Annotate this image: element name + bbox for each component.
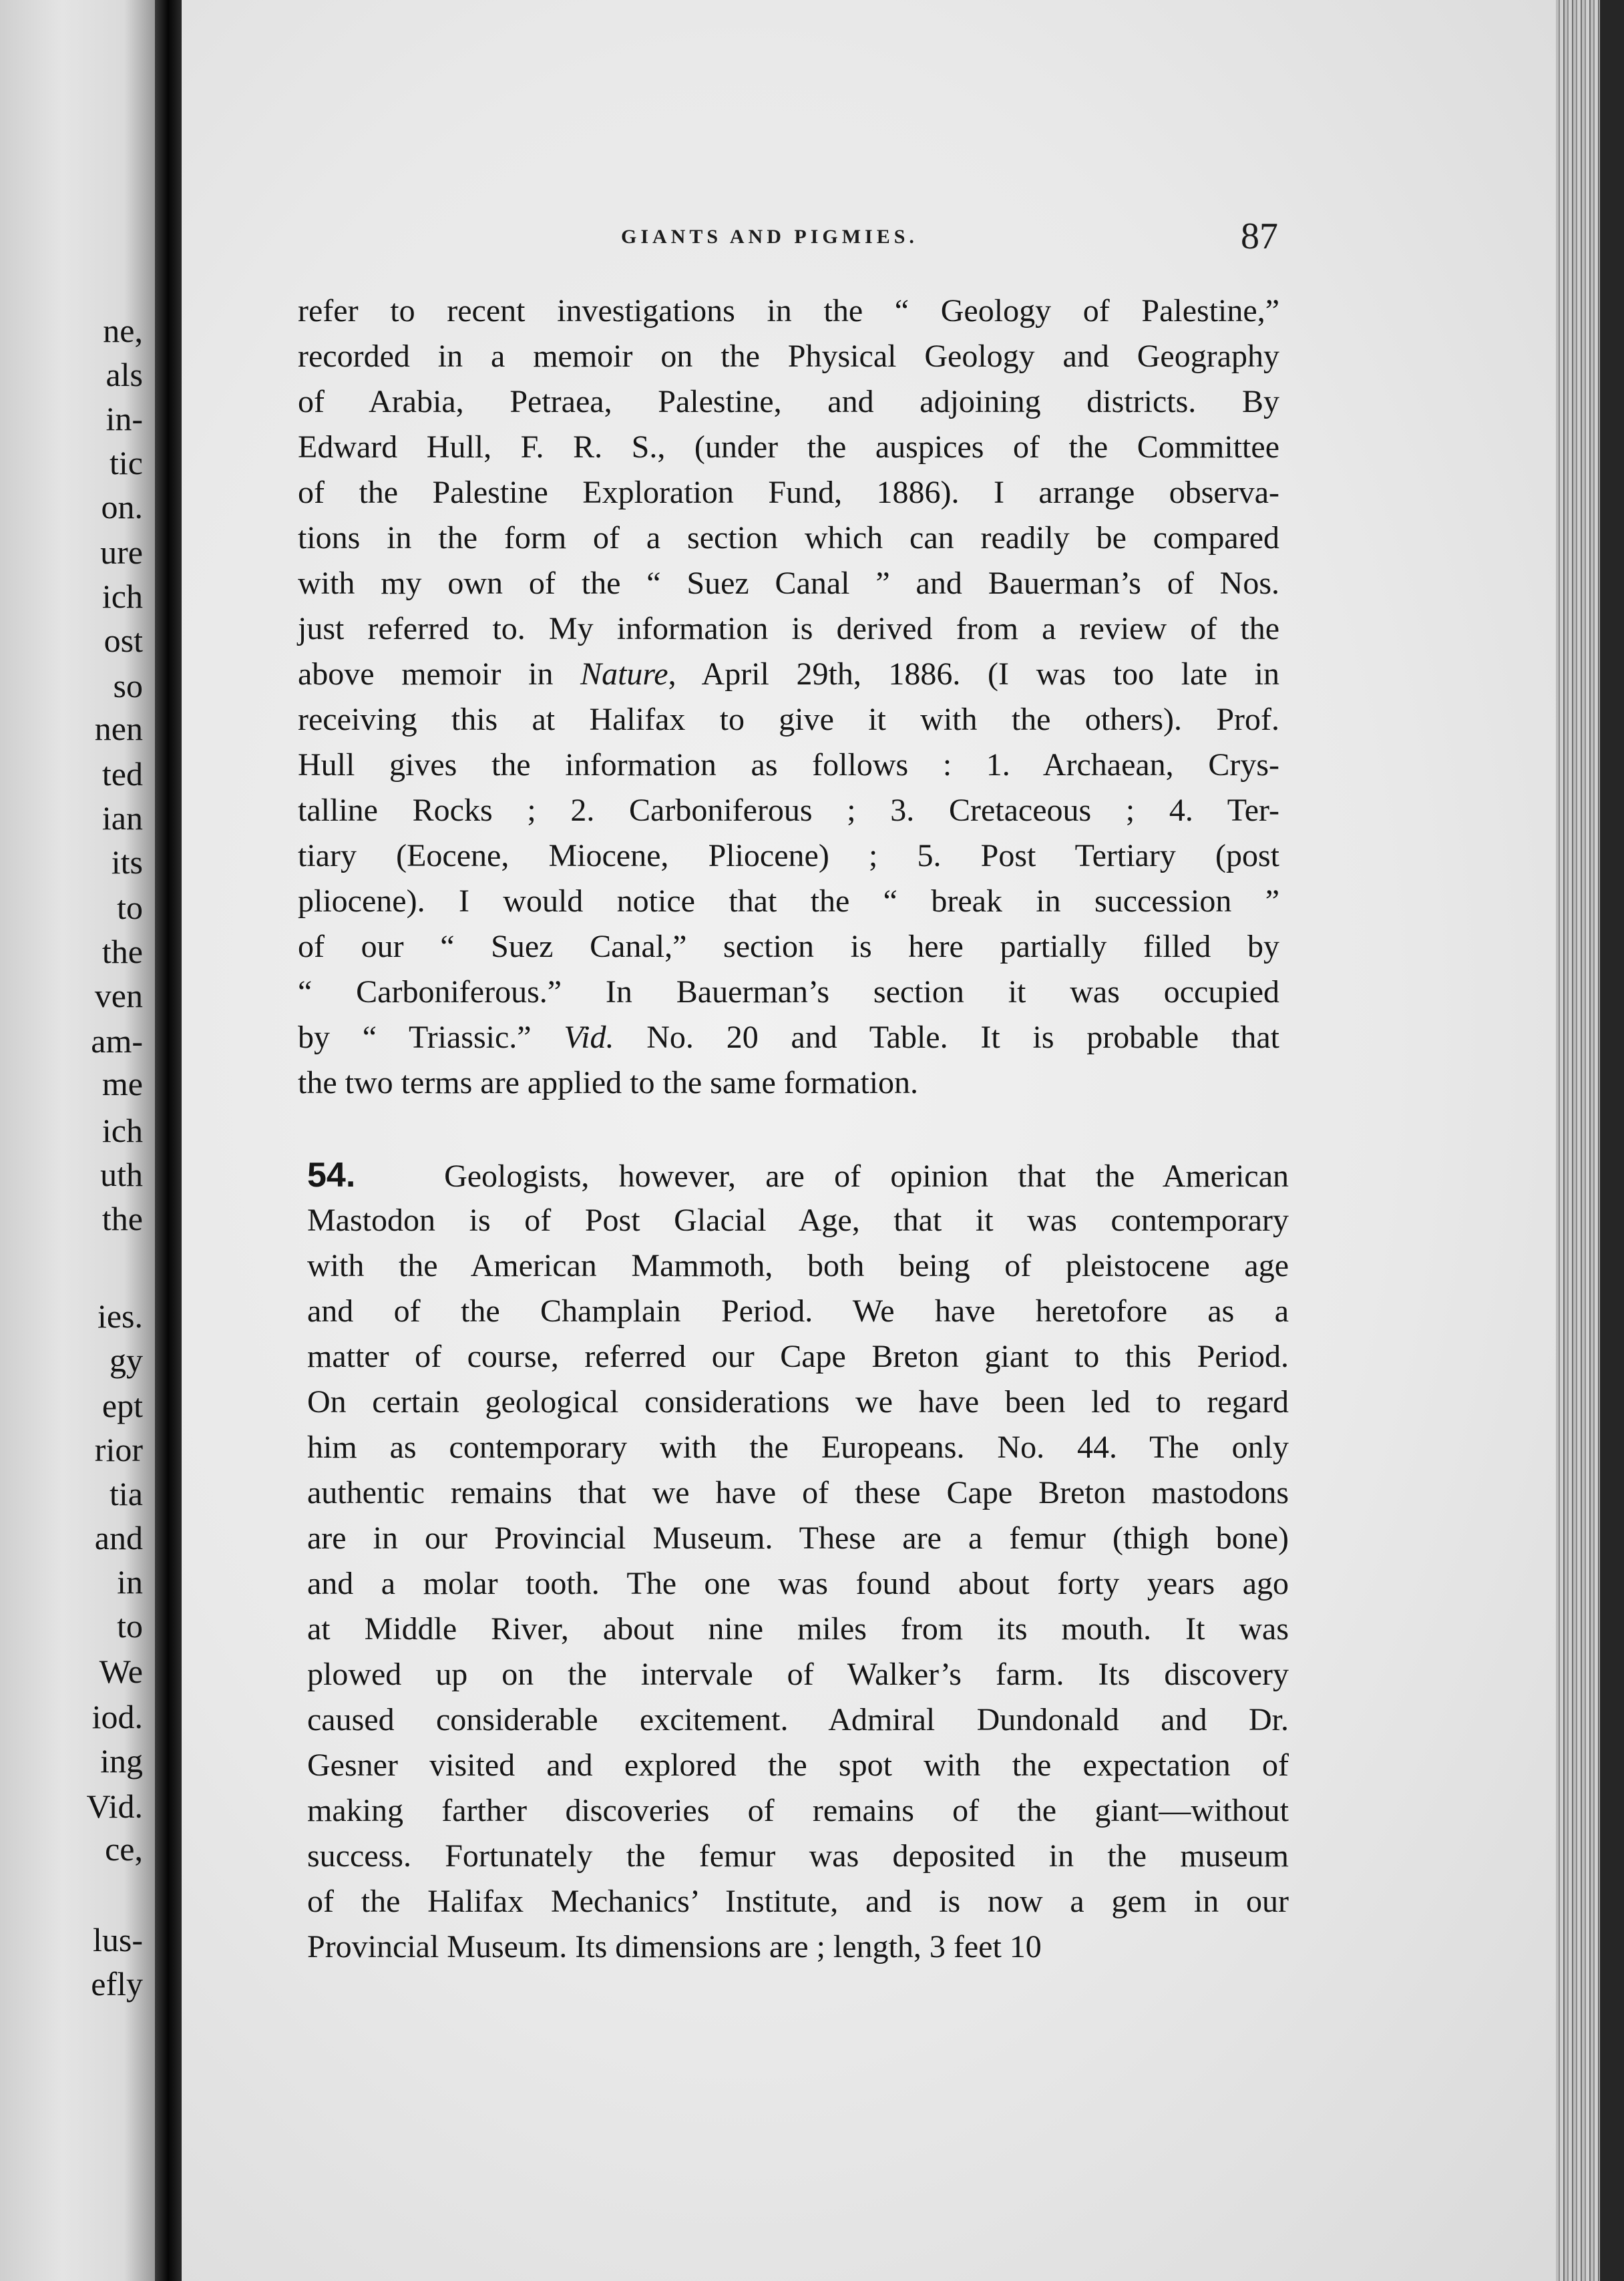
text-line: Gesner visited and explored the spot with the expectation of — [307, 1747, 1289, 1783]
text-line: “ Carboniferous.” In Bauerman’s section it was occupied — [298, 974, 1279, 1010]
left-page-line-endings — [0, 0, 155, 2281]
left-line-fragment: ich — [102, 1112, 143, 1149]
section-number: 54. — [307, 1156, 356, 1195]
left-line-fragment: the — [102, 933, 143, 970]
text-line: him as contemporary with the Europeans. No. 44. The only — [307, 1430, 1289, 1465]
text-line: matter of course, referred our Cape Breton giant to this Period. — [307, 1339, 1289, 1374]
left-line-fragment: to — [117, 1607, 143, 1645]
left-line-fragment: uth — [100, 1156, 143, 1193]
section-first-line — [307, 1153, 1289, 1198]
text-line: receiving this at Halifax to give it with the others). Prof. — [298, 702, 1279, 737]
left-line-fragment: on. — [101, 488, 143, 526]
text-line: of Arabia, Petraea, Palestine, and adjoining districts. By — [298, 384, 1279, 419]
left-line-fragment: the — [102, 1200, 143, 1237]
text-line: of our “ Suez Canal,” section is here partially filled by — [298, 929, 1279, 964]
text-line: Provincial Museum. Its dimensions are ; length, 3 feet 10 — [307, 1929, 1042, 1964]
left-line-fragment: efly — [91, 1965, 143, 2003]
text-line: are in our Provincial Museum. These are a femur (thigh bone) — [307, 1520, 1289, 1556]
text-line: the two terms are applied to the same formation. — [298, 1065, 919, 1100]
text-line: tiary (Eocene, Miocene, Pliocene) ; 5. Post Tertiary (post — [298, 838, 1279, 873]
text-run: Geologists, however, are of opinion that the American — [444, 1159, 1289, 1194]
text-line: caused considerable excitement. Admiral Dundonald and Dr. — [307, 1702, 1289, 1737]
scan-border — [1600, 0, 1624, 2281]
left-line-fragment: gy — [110, 1341, 143, 1379]
text-line: with my own of the “ Suez Canal ” and Bauerman’s of Nos. — [298, 566, 1279, 601]
left-line-fragment: ian — [102, 799, 143, 837]
left-line-fragment: als — [106, 356, 143, 393]
text-line: Hull gives the information as follows : 1. Archaean, Crys- — [298, 747, 1279, 783]
left-line-fragment: ted — [102, 755, 143, 793]
text-line: and of the Champlain Period. We have heretofore as a — [307, 1293, 1289, 1329]
text-line: refer to recent investigations in the “ Geology of Palestine,” — [298, 293, 1279, 329]
left-line-fragment: ing — [100, 1742, 143, 1780]
text-line-with-italic — [298, 1015, 1279, 1060]
left-line-fragment: me — [102, 1065, 143, 1102]
left-line-fragment: and — [94, 1519, 143, 1557]
running-head: GIANTS AND PIGMIES. — [621, 226, 918, 248]
left-line-fragment: Vid. — [86, 1788, 143, 1825]
left-line-fragment: its — [111, 843, 143, 881]
left-line-fragment: tic — [110, 444, 143, 481]
left-line-fragment: nen — [94, 710, 143, 747]
left-line-fragment: iod. — [91, 1698, 143, 1735]
text-line: authentic remains that we have of these Cape Breton mastodons — [307, 1475, 1289, 1510]
text-line: and a molar tooth. The one was found about forty years ago — [307, 1566, 1289, 1601]
text-line: just referred to. My information is derived from a review of the — [298, 611, 1279, 646]
left-line-fragment: We — [99, 1653, 143, 1690]
left-line-fragment: ure — [100, 534, 143, 571]
left-line-fragment: ce, — [105, 1830, 143, 1868]
text-line-with-italic — [298, 652, 1279, 697]
text-line: talline Rocks ; 2. Carboniferous ; 3. Cretaceous ; 4. Ter- — [298, 793, 1279, 828]
left-line-fragment: in- — [106, 400, 143, 437]
text-line: Edward Hull, F. R. S., (under the auspices of the Committee — [298, 429, 1279, 465]
left-line-fragment: so — [113, 667, 143, 704]
left-line-fragment: ne, — [103, 312, 143, 349]
left-line-fragment: am- — [91, 1022, 143, 1060]
text-run — [355, 1159, 444, 1194]
text-line: of the Palestine Exploration Fund, 1886). I arrange observa- — [298, 475, 1279, 510]
text-line: at Middle River, about nine miles from its mouth. It was — [307, 1611, 1289, 1647]
text-line: of the Halifax Mechanics’ Institute, and is now a gem in our — [307, 1884, 1289, 1919]
left-line-fragment: tia — [110, 1475, 143, 1512]
left-line-fragment: ven — [94, 977, 143, 1014]
italic-journal-title: Nature — [580, 656, 668, 692]
left-line-fragment: rior — [94, 1431, 143, 1468]
text-line: On certain geological considerations we have been led to regard — [307, 1384, 1289, 1420]
text-line: Mastodon is of Post Glacial Age, that it was contemporary — [307, 1203, 1289, 1238]
left-line-fragment: lus- — [93, 1921, 143, 1958]
text-run: above memoir in — [298, 656, 581, 692]
text-run: , April 29th, 1886. (I was too late in — [668, 656, 1279, 692]
text-line: success. Fortunately the femur was deposited in the museum — [307, 1838, 1289, 1874]
left-line-fragment: ept — [102, 1387, 143, 1424]
paragraph-54-mastodon — [307, 1153, 1289, 1970]
left-line-fragment: in — [117, 1563, 143, 1601]
left-line-fragment: ich — [102, 578, 143, 615]
paragraph-hull-geology — [298, 288, 1279, 1106]
text-line: with the American Mammoth, both being of pleistocene age — [307, 1248, 1289, 1283]
page-number: 87 — [1241, 216, 1278, 257]
left-line-fragment: ost — [104, 622, 143, 659]
italic-vid: Vid. — [564, 1020, 614, 1055]
book-gutter — [155, 0, 182, 2281]
text-line: pliocene). I would notice that the “ break in succession ” — [298, 883, 1279, 919]
left-page-fragment — [0, 0, 155, 2281]
text-run: No. 20 and Table. It is probable that — [614, 1020, 1279, 1055]
left-line-fragment: ies. — [97, 1297, 143, 1335]
text-run: by “ Triassic.” — [298, 1020, 564, 1055]
text-line: tions in the form of a section which can readily be compared — [298, 520, 1279, 556]
text-line: recorded in a memoir on the Physical Geology and Geography — [298, 339, 1279, 374]
text-line: making farther discoveries of remains of the giant—without — [307, 1793, 1289, 1828]
text-line: plowed up on the intervale of Walker’s farm. Its discovery — [307, 1657, 1289, 1692]
left-line-fragment: to — [117, 889, 143, 926]
